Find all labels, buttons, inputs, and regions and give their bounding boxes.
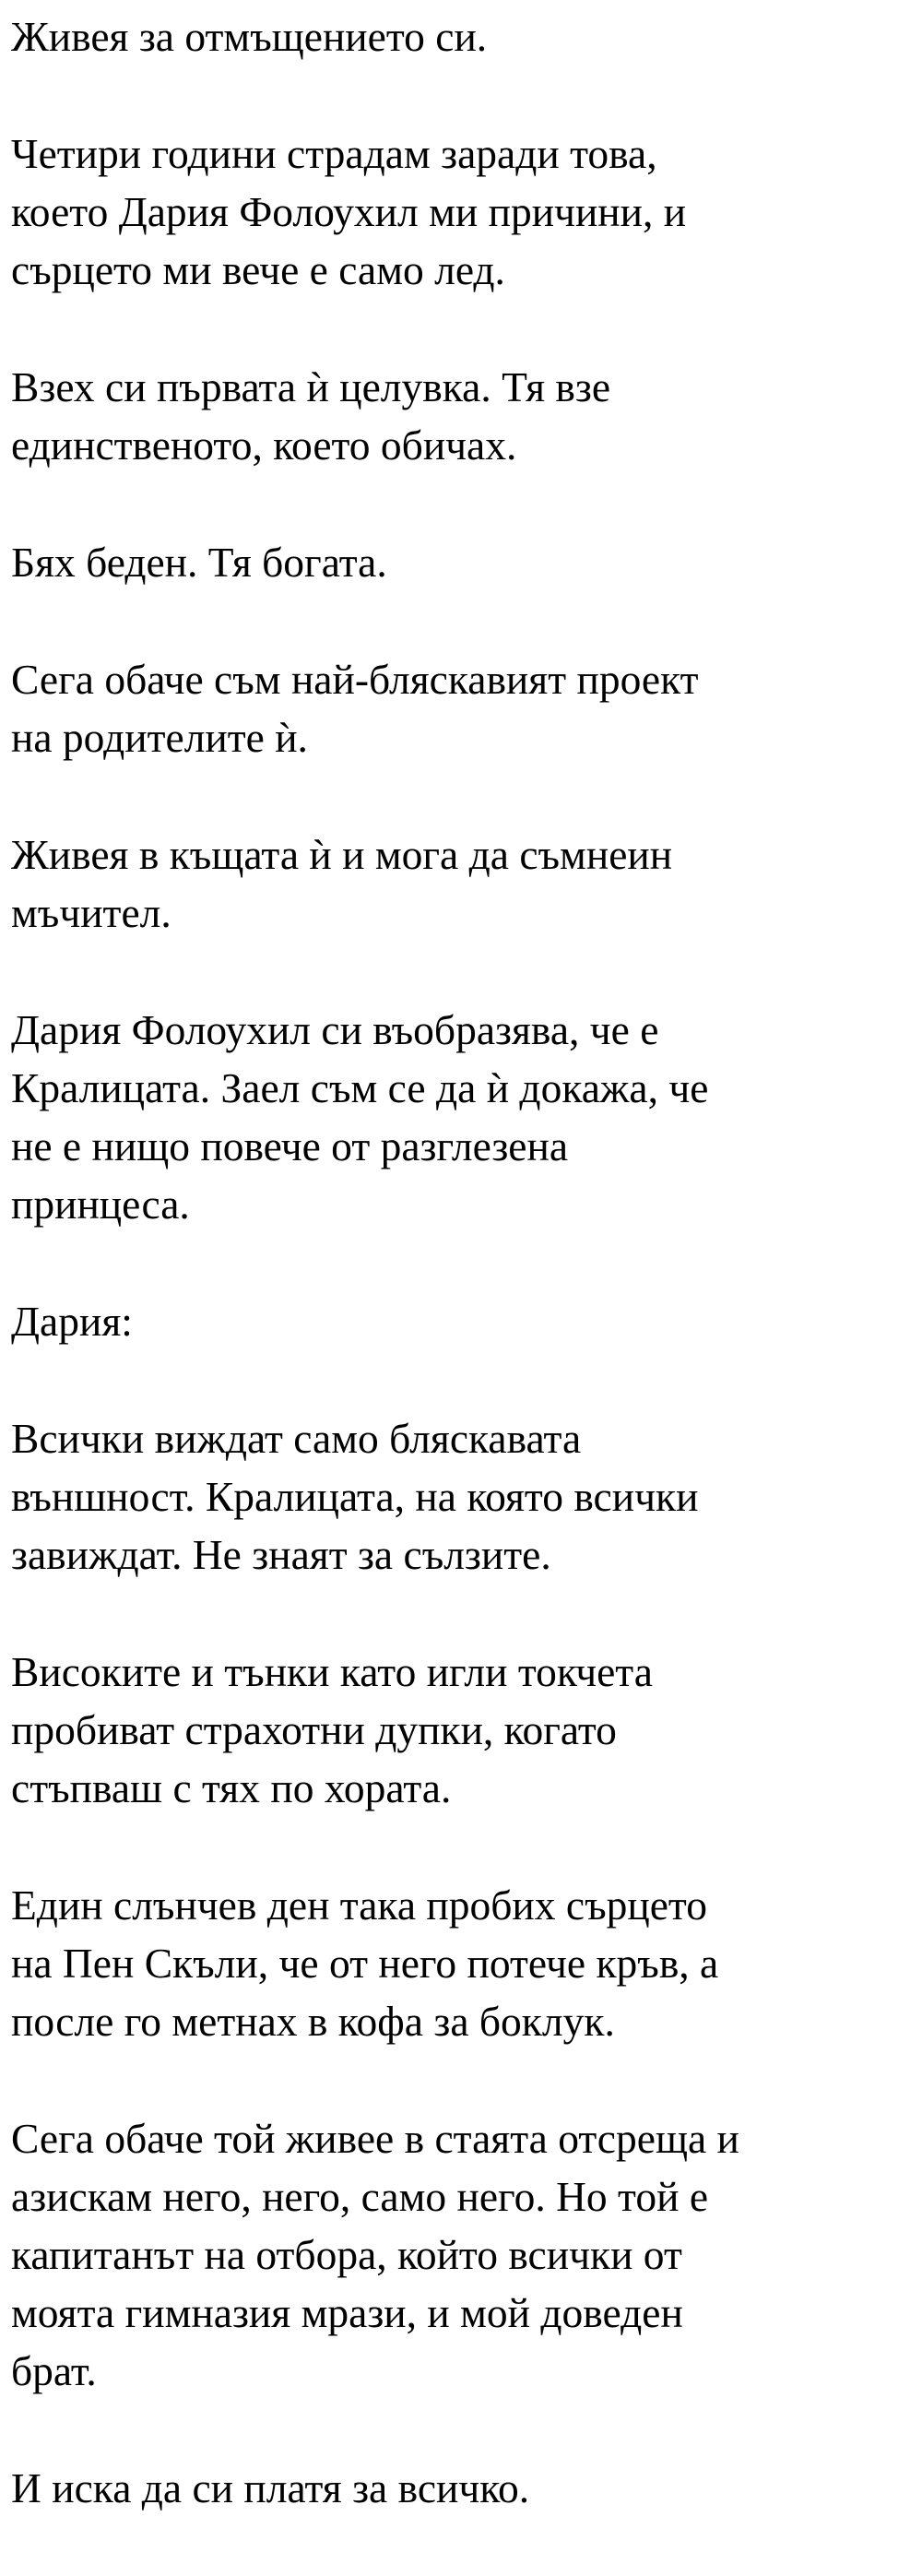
text-line: моята гимназия мрази, и мой доведен xyxy=(11,2289,683,2336)
text-line: капитанът на отбора, който всички от xyxy=(11,2231,682,2278)
paragraph xyxy=(11,1001,919,1233)
text-line: сърцето ми вече е само лед. xyxy=(11,246,505,293)
paragraph xyxy=(11,1876,919,2050)
text-line: после го метнах в кофа за боклук. xyxy=(11,1998,615,2045)
text-line: външност. Кралицата, на която всички xyxy=(11,1473,699,1520)
text-line: завиждат. Не знаят за сълзите. xyxy=(11,1531,551,1578)
paragraph xyxy=(11,825,919,942)
text-line: азискам него, него, само него. Но той е xyxy=(11,2173,709,2220)
paragraph xyxy=(11,2109,919,2400)
paragraph xyxy=(11,1643,919,1817)
text-line: единственото, което обичах. xyxy=(11,421,517,469)
text-line: Високите и тънки като игли токчета xyxy=(11,1648,653,1695)
text-line: Всички виждат само бляскавата xyxy=(11,1415,582,1462)
text-line: Живея в къщата ѝ и мога да съмнеин xyxy=(11,831,673,878)
paragraph xyxy=(11,358,919,474)
text-line: Дария Фолоухил си въобразява, че е xyxy=(11,1006,659,1053)
paragraph xyxy=(11,650,919,766)
paragraph xyxy=(11,533,919,591)
text-line: не е нищо повече от разглезена xyxy=(11,1122,569,1169)
text-line: брат. xyxy=(11,2347,97,2394)
text-line: Взех си първата ѝ целувка. Тя взе xyxy=(11,363,611,410)
text-line: на Пен Скъли, че от него потече кръв, а xyxy=(11,1940,719,1987)
text-line: мъчител. xyxy=(11,889,171,936)
document-body xyxy=(11,7,919,2576)
paragraph xyxy=(11,125,919,299)
text-line: което Дария Фолоухил ми причини, и xyxy=(11,188,687,235)
text-line: Четири години страдам заради това, xyxy=(11,130,657,177)
text-line: Сега обаче той живее в стаята отсреща и xyxy=(11,2115,739,2162)
text-line: пробиват страхотни дупки, когато xyxy=(11,1706,617,1753)
text-line: Сега обаче съм най-бляскавият проект xyxy=(11,656,699,703)
paragraph xyxy=(11,1409,919,1584)
text-line: принцеса. xyxy=(11,1181,190,1228)
text-line: стъпваш с тях по хората. xyxy=(11,1764,452,1811)
text-line: Кралицата. Заел съм се да ѝ докажа, че xyxy=(11,1064,709,1111)
paragraph xyxy=(11,1292,919,1350)
paragraph xyxy=(11,7,919,65)
paragraph xyxy=(11,2459,919,2517)
text-line: Дария: xyxy=(11,1298,133,1345)
text-line: Един слънчев ден така пробих сърцето xyxy=(11,1882,707,1929)
text-line: Живея за отмъщението си. xyxy=(11,13,488,60)
text-line: Бях беден. Тя богата. xyxy=(11,539,387,586)
text-line: И иска да си платя за всичко. xyxy=(11,2464,530,2511)
text-line: на родителите ѝ. xyxy=(11,714,308,761)
